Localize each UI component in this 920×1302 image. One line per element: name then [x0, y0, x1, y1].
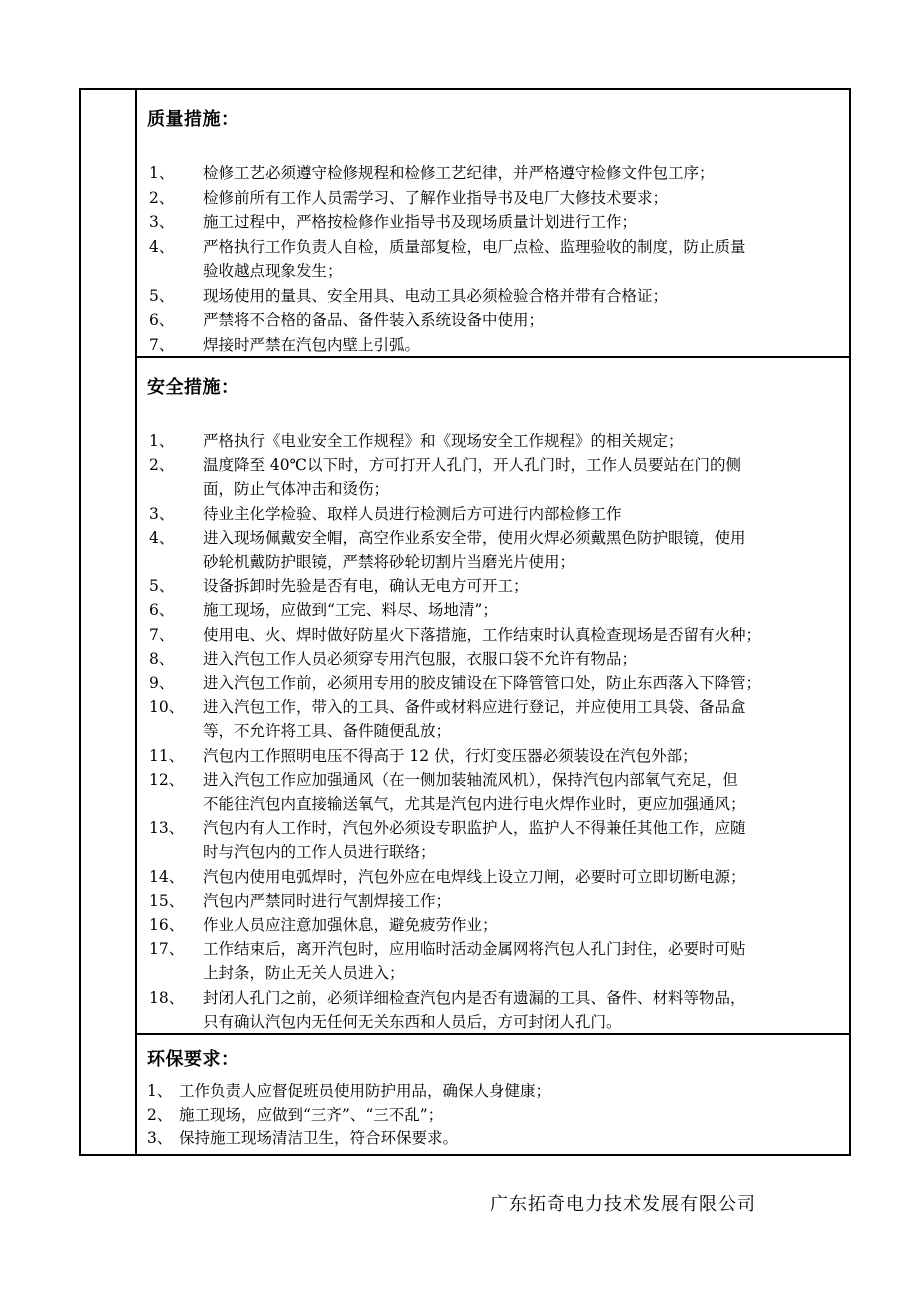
item-text: 工作结束后，离开汽包时，应用临时活动金属网将汽包人孔门封住，必要时可贴 [203, 940, 746, 959]
environment-heading: 环保要求： [147, 1049, 240, 1070]
item-number: 5、 [149, 577, 175, 596]
item-number: 10、 [149, 698, 185, 717]
item-text: 验收越点现象发生； [203, 262, 343, 280]
item-text: 焊接时严禁在汽包内壁上引弧。 [203, 335, 421, 354]
company-name: 广东拓奇电力技术发展有限公司 [490, 1194, 756, 1215]
item-text: 进入汽包工作应加强通风（在一侧加装轴流风机），保持汽包内部氧气充足，但 [203, 770, 738, 789]
item-text: 汽包内严禁同时进行气割焊接工作； [203, 891, 452, 910]
item-number: 1、 [149, 164, 175, 182]
item-number: 11、 [149, 746, 185, 765]
item-text: 时与汽包内的工作人员进行联络； [203, 843, 436, 862]
item-number: 1、 [147, 1082, 173, 1100]
item-text: 上封条，防止无关人员进入； [203, 964, 405, 983]
item-text: 现场使用的量具、安全用具、电动工具必须检验合格并带有合格证； [203, 286, 669, 305]
item-number: 14、 [149, 867, 185, 886]
item-text: 检修工艺必须遵守检修规程和检修工艺纪律，并严格遵守检修文件包工序； [203, 164, 715, 182]
item-text: 严格执行《电业安全工作规程》和《现场安全工作规程》的相关规定； [203, 432, 684, 450]
item-text: 保持施工现场清洁卫生，符合环保要求。 [179, 1129, 459, 1147]
item-number: 6、 [149, 601, 175, 620]
item-number: 6、 [149, 311, 175, 329]
item-text: 检修前所有工作人员需学习、了解作业指导书及电厂大修技术要求； [203, 188, 669, 207]
safety-heading: 安全措施： [147, 377, 240, 398]
item-text: 砂轮机戴防护眼镜，严禁将砂轮切割片当磨光片使用； [203, 553, 576, 571]
item-number: 7、 [149, 625, 175, 644]
item-number: 3、 [147, 1129, 173, 1147]
quality-section [137, 90, 849, 358]
item-text: 不能往汽包内直接输送氧气，尤其是汽包内进行电火焊作业时，更应加强通风； [203, 795, 746, 813]
item-number: 7、 [149, 335, 175, 354]
item-text: 进入汽包工作，带入的工具、备件或材料应进行登记，并应使用工具袋、备品盒 [203, 698, 746, 717]
item-text: 使用电、火、焊时做好防星火下落措施，工作结束时认真检查现场是否留有火种； [203, 625, 762, 644]
item-text: 工作负责人应督促班员使用防护用品，确保人身健康； [179, 1082, 552, 1100]
item-number: 9、 [149, 674, 175, 692]
item-text: 严禁将不合格的备品、备件装入系统设备中使用； [203, 311, 545, 329]
item-number: 17、 [149, 940, 185, 959]
item-number: 8、 [149, 649, 175, 668]
item-text: 进入现场佩戴安全帽，高空作业系安全带，使用火焊必须戴黑色防护眼镜，使用 [203, 528, 746, 547]
table-left-column [81, 90, 137, 1154]
item-text: 进入汽包工作人员必须穿专用汽包服，衣服口袋不允许有物品； [203, 649, 638, 668]
item-number: 2、 [149, 188, 175, 207]
item-text: 施工现场，应做到“工完、料尽、场地清”； [203, 601, 498, 620]
item-text: 封闭人孔门之前，必须详细检查汽包内是否有遗漏的工具、备件、材料等物品， [203, 988, 746, 1007]
item-text: 待业主化学检验、取样人员进行检测后方可进行内部检修工作 [203, 504, 622, 523]
item-text: 汽包内工作照明电压不得高于 12 伏，行灯变压器必须装设在汽包外部； [203, 746, 698, 765]
quality-heading: 质量措施： [147, 109, 240, 130]
environment-section [137, 1035, 849, 1156]
item-number: 15、 [149, 891, 185, 910]
item-number: 2、 [147, 1105, 173, 1124]
item-text: 等，不允许将工具、备件随便乱放； [203, 722, 452, 741]
item-number: 16、 [149, 916, 185, 934]
safety-section [137, 358, 849, 1035]
item-text: 面，防止气体冲击和烫伤； [203, 480, 390, 499]
item-text: 汽包内使用电弧焊时，汽包外应在电焊线上设立刀闸，必要时可立即切断电源； [203, 867, 746, 886]
item-number: 5、 [149, 286, 175, 305]
item-text: 温度降至 40℃以下时，方可打开人孔门，开人孔门时，工作人员要站在门的侧 [203, 456, 741, 475]
item-number: 3、 [149, 504, 175, 523]
item-text: 只有确认汽包内无任何无关东西和人员后，方可封闭人孔门。 [203, 1012, 622, 1031]
item-number: 2、 [149, 456, 175, 475]
item-text: 施工过程中，严格按检修作业指导书及现场质量计划进行工作； [203, 213, 638, 231]
item-text: 严格执行工作负责人自检，质量部复检，电厂点检、监理验收的制度，防止质量 [203, 237, 746, 256]
item-text: 汽包内有人工作时，汽包外必须设专职监护人，监护人不得兼任其他工作，应随 [203, 819, 746, 838]
item-text: 进入汽包工作前，必须用专用的胶皮铺设在下降管管口处，防止东西落入下降管； [203, 674, 762, 692]
item-number: 13、 [149, 819, 185, 838]
measures-table [79, 88, 851, 1156]
item-text: 设备拆卸时先验是否有电，确认无电方可开工； [203, 577, 529, 596]
item-number: 12、 [149, 770, 185, 789]
item-number: 18、 [149, 988, 185, 1007]
item-number: 3、 [149, 213, 175, 231]
item-number: 1、 [149, 432, 175, 450]
item-number: 4、 [149, 237, 175, 256]
item-text: 作业人员应注意加强休息，避免疲劳作业； [203, 916, 498, 934]
item-number: 4、 [149, 528, 175, 547]
item-text: 施工现场，应做到“三齐”、“三不乱”； [179, 1105, 444, 1124]
